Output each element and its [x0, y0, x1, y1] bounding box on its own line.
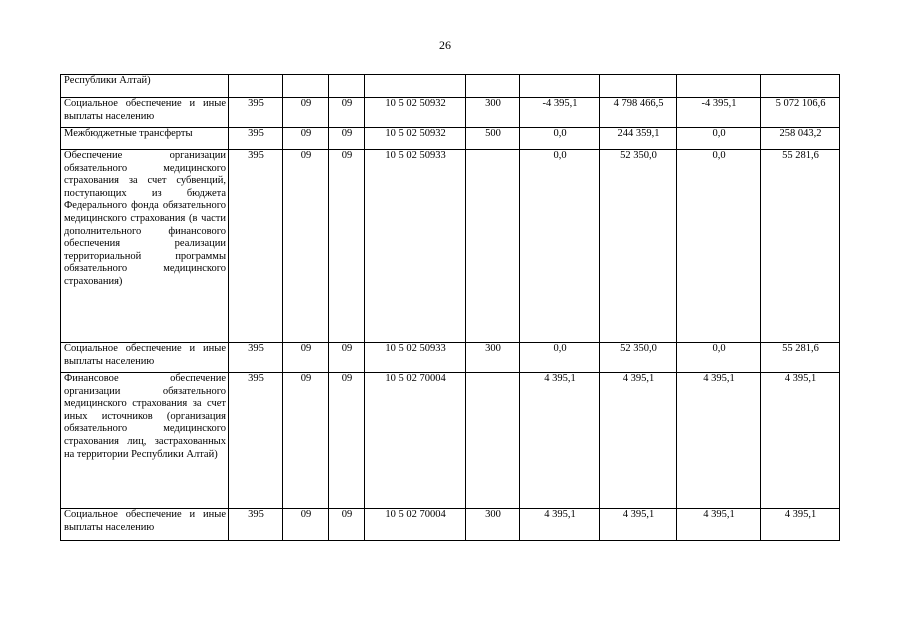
amount-cell-3: 0,0: [677, 150, 761, 343]
target-article-cell: [365, 75, 466, 98]
row-name-cell: Финансовое обеспечение организации обязательного медицинского страхования за счет иных источников (организация обязательного медицинского страхования лиц, застрахованных на территории Республики Алтай): [61, 373, 229, 509]
amount-cell-3: 4 395,1: [677, 509, 761, 541]
table-row: [61, 128, 840, 150]
amount-cell-4: 5 072 106,6: [761, 98, 840, 128]
row-name-cell: Межбюджетные трансферты: [61, 128, 229, 150]
budget-table: [60, 74, 840, 541]
amount-cell-2: 4 395,1: [600, 373, 677, 509]
ministry-code-cell: 395: [229, 98, 283, 128]
amount-cell-1: 4 395,1: [520, 509, 600, 541]
ministry-code-cell: 395: [229, 128, 283, 150]
ministry-code-cell: 395: [229, 150, 283, 343]
table-row: [61, 98, 840, 128]
amount-cell-3: 0,0: [677, 128, 761, 150]
subsection-code-cell: 09: [329, 98, 365, 128]
expense-type-cell: 300: [466, 509, 520, 541]
expense-type-cell: [466, 150, 520, 343]
expense-type-cell: [466, 75, 520, 98]
row-name-cell: Социальное обеспечение и иные выплаты населению: [61, 98, 229, 128]
amount-cell-2: 4 798 466,5: [600, 98, 677, 128]
amount-cell-1: -4 395,1: [520, 98, 600, 128]
amount-cell-1: 0,0: [520, 343, 600, 373]
section-code-cell: 09: [283, 128, 329, 150]
target-article-cell: 10 5 02 50932: [365, 128, 466, 150]
ministry-code-cell: 395: [229, 373, 283, 509]
amount-cell-3: 4 395,1: [677, 373, 761, 509]
subsection-code-cell: 09: [329, 373, 365, 509]
page-number: 26: [439, 38, 451, 52]
amount-cell-4: 258 043,2: [761, 128, 840, 150]
table-row: [61, 150, 840, 343]
subsection-code-cell: [329, 75, 365, 98]
ministry-code-cell: 395: [229, 343, 283, 373]
subsection-code-cell: 09: [329, 509, 365, 541]
row-name-cell: Обеспечение организации обязательного медицинского страхования за счет субвенций, поступающих из бюджета Федерального фонда обязательного медицинского страхования (в части дополнительного финансового обеспечения реализации территориальной программы обязательного медицинского страхования): [61, 150, 229, 343]
amount-cell-3: -4 395,1: [677, 98, 761, 128]
row-name-cell: Социальное обеспечение и иные выплаты населению: [61, 509, 229, 541]
table-row: [61, 75, 840, 98]
ministry-code-cell: [229, 75, 283, 98]
ministry-code-cell: 395: [229, 509, 283, 541]
subsection-code-cell: 09: [329, 343, 365, 373]
section-code-cell: 09: [283, 343, 329, 373]
amount-cell-1: 0,0: [520, 128, 600, 150]
row-name-cell: Социальное обеспечение и иные выплаты населению: [61, 343, 229, 373]
subsection-code-cell: 09: [329, 128, 365, 150]
amount-cell-4: 55 281,6: [761, 343, 840, 373]
amount-cell-3: [677, 75, 761, 98]
target-article-cell: 10 5 02 50933: [365, 343, 466, 373]
section-code-cell: 09: [283, 509, 329, 541]
table-row: [61, 373, 840, 509]
amount-cell-1: [520, 75, 600, 98]
amount-cell-2: 52 350,0: [600, 150, 677, 343]
amount-cell-2: [600, 75, 677, 98]
amount-cell-2: 52 350,0: [600, 343, 677, 373]
table-row: [61, 509, 840, 541]
section-code-cell: 09: [283, 373, 329, 509]
section-code-cell: 09: [283, 98, 329, 128]
expense-type-cell: [466, 373, 520, 509]
expense-type-cell: 500: [466, 128, 520, 150]
row-name-cell: Республики Алтай): [61, 75, 229, 98]
section-code-cell: [283, 75, 329, 98]
table-row: [61, 343, 840, 373]
amount-cell-1: 0,0: [520, 150, 600, 343]
amount-cell-2: 4 395,1: [600, 509, 677, 541]
amount-cell-4: 4 395,1: [761, 373, 840, 509]
expense-type-cell: 300: [466, 98, 520, 128]
target-article-cell: 10 5 02 70004: [365, 373, 466, 509]
amount-cell-2: 244 359,1: [600, 128, 677, 150]
amount-cell-4: 4 395,1: [761, 509, 840, 541]
amount-cell-1: 4 395,1: [520, 373, 600, 509]
amount-cell-4: [761, 75, 840, 98]
target-article-cell: 10 5 02 50932: [365, 98, 466, 128]
target-article-cell: 10 5 02 50933: [365, 150, 466, 343]
subsection-code-cell: 09: [329, 150, 365, 343]
expense-type-cell: 300: [466, 343, 520, 373]
amount-cell-3: 0,0: [677, 343, 761, 373]
section-code-cell: 09: [283, 150, 329, 343]
amount-cell-4: 55 281,6: [761, 150, 840, 343]
target-article-cell: 10 5 02 70004: [365, 509, 466, 541]
